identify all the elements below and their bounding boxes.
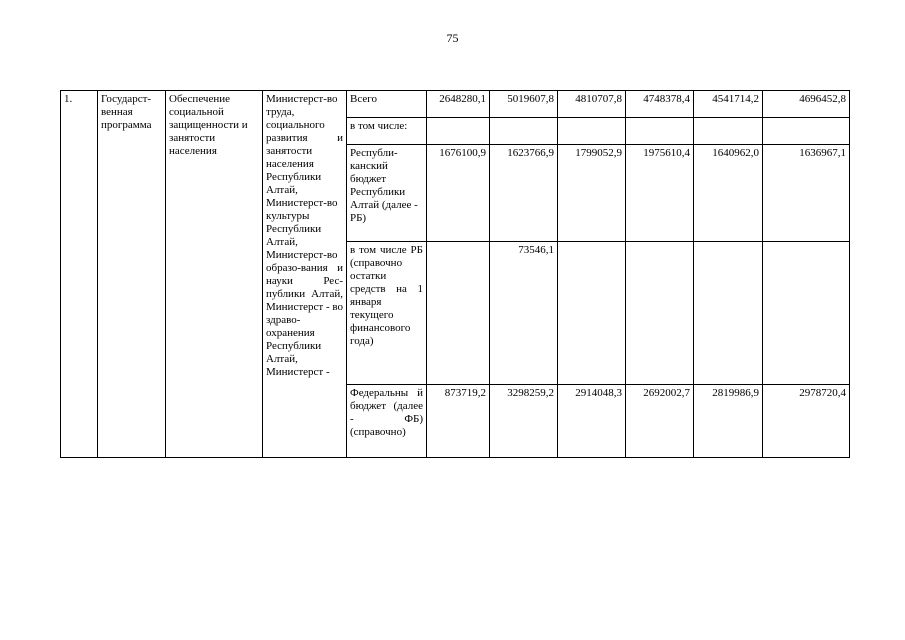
value-cell: 4810707,8 [558, 91, 626, 118]
value-cell [763, 242, 850, 385]
value-cell [694, 242, 763, 385]
source-cell: в том числе РБ (справочно остатки средств на 1 января текущего финансового года) [347, 242, 427, 385]
value-cell: 2819986,9 [694, 385, 763, 458]
value-cell [694, 118, 763, 145]
value-cell: 2978720,4 [763, 385, 850, 458]
source-cell: Республи-канский бюджет Республики Алтай (далее - РБ) [347, 145, 427, 242]
table-row [61, 91, 850, 118]
source-cell: Федеральны й бюджет (далее - ФБ) (справочно) [347, 385, 427, 458]
value-cell: 1975610,4 [626, 145, 694, 242]
value-cell: 4696452,8 [763, 91, 850, 118]
program-type-cell: Государст-венная программа [98, 91, 166, 458]
value-cell: 4541714,2 [694, 91, 763, 118]
value-cell: 873719,2 [427, 385, 490, 458]
program-name-cell: Обеспечение социальной защищенности и занятости населения [166, 91, 263, 458]
value-cell: 73546,1 [490, 242, 558, 385]
value-cell [490, 118, 558, 145]
value-cell: 2692002,7 [626, 385, 694, 458]
value-cell [558, 118, 626, 145]
value-cell [763, 118, 850, 145]
row-number-cell: 1. [61, 91, 98, 458]
value-cell [427, 242, 490, 385]
source-cell: Всего [347, 91, 427, 118]
value-cell: 1799052,9 [558, 145, 626, 242]
value-cell: 5019607,8 [490, 91, 558, 118]
value-cell: 1636967,1 [763, 145, 850, 242]
value-cell: 3298259,2 [490, 385, 558, 458]
value-cell: 2648280,1 [427, 91, 490, 118]
source-cell: в том числе: [347, 118, 427, 145]
value-cell [427, 118, 490, 145]
value-cell: 1676100,9 [427, 145, 490, 242]
value-cell [626, 242, 694, 385]
value-cell [626, 118, 694, 145]
value-cell: 1640962,0 [694, 145, 763, 242]
value-cell: 2914048,3 [558, 385, 626, 458]
page-number: 75 [446, 31, 459, 45]
executors-cell: Министерст-во труда, социального развития и занятости населения Республики Алтай, Министерст-во культуры Республики Алтай, Министерст-во образо-вания и науки Рес-публики Алтай, Министерст - во здраво-охранения Республики Алтай, Министерст - [263, 91, 347, 458]
value-cell [558, 242, 626, 385]
budget-table [60, 90, 850, 458]
value-cell: 1623766,9 [490, 145, 558, 242]
value-cell: 4748378,4 [626, 91, 694, 118]
